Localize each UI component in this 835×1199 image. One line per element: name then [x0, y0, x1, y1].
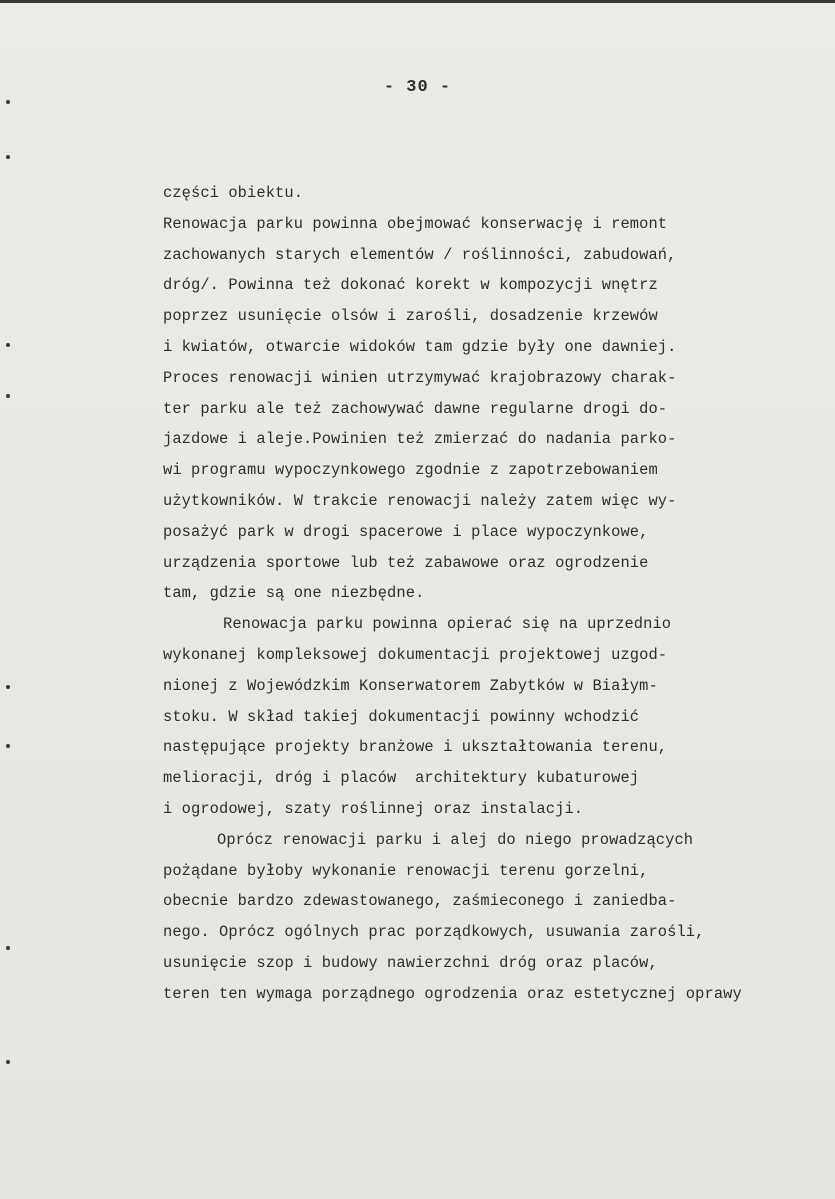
text-line: użytkowników. W trakcie renowacji należy zatem więc wy- — [163, 491, 677, 510]
text-line: następujące projekty branżowe i ukształtowania terenu, — [163, 738, 668, 757]
page-number: - 30 - — [383, 78, 452, 97]
text-line: wykonanej kompleksowej dokumentacji projektowej uzgod- — [163, 645, 668, 664]
margin-dot — [6, 744, 10, 748]
margin-dot — [6, 100, 10, 104]
text-line: ter parku ale też zachowywać dawne regularne drogi do- — [163, 399, 668, 418]
text-line: tam, gdzie są one niezbędne. — [163, 584, 425, 603]
margin-dot — [6, 155, 10, 159]
text-line: pożądane byłoby wykonanie renowacji terenu gorzelni, — [163, 861, 649, 880]
margin-dot — [6, 685, 10, 689]
text-line: i ogrodowej, szaty roślinnej oraz instalacji. — [163, 799, 584, 818]
text-line: poprzez usunięcie olsów i zarośli, dosadzenie krzewów — [163, 307, 658, 326]
text-line: Oprócz renowacji parku i alej do niego prowadzących — [217, 830, 694, 849]
text-line: posażyć park w drogi spacerowe i place wypoczynkowe, — [163, 522, 649, 541]
text-line: teren ten wymaga porządnego ogrodzenia oraz estetycznej oprawy — [163, 984, 742, 1003]
margin-dot — [6, 1060, 10, 1064]
text-line: dróg/. Powinna też dokonać korekt w kompozycji wnętrz — [163, 276, 658, 295]
text-line: Renowacja parku powinna obejmować konserwację i remont — [163, 214, 668, 233]
text-line: Renowacja parku powinna opierać się na uprzednio — [223, 615, 672, 634]
text-line: i kwiatów, otwarcie widoków tam gdzie były one dawniej. — [163, 337, 677, 356]
body-text — [163, 178, 833, 1010]
text-line: stoku. W skład takiej dokumentacji powinny wchodzić — [163, 707, 640, 726]
scan-top-edge — [0, 0, 835, 3]
text-line: urządzenia sportowe lub też zabawowe oraz ogrodzenie — [163, 553, 649, 572]
text-line: melioracji, dróg i placów architektury kubaturowej — [163, 769, 640, 788]
margin-dot — [6, 343, 10, 347]
margin-dot — [6, 394, 10, 398]
text-line: nionej z Wojewódzkim Konserwatorem Zabytków w Białym- — [163, 676, 658, 695]
margin-dot — [6, 946, 10, 950]
text-line: obecnie bardzo zdewastowanego, zaśmieconego i zaniedba- — [163, 892, 677, 911]
text-line: wi programu wypoczynkowego zgodnie z zapotrzebowaniem — [163, 461, 658, 480]
text-line: nego. Oprócz ogólnych prac porządkowych, usuwania zarośli, — [163, 923, 705, 942]
text-line: części obiektu. — [163, 184, 304, 202]
text-line: usunięcie szop i budowy nawierzchni dróg oraz placów, — [163, 953, 658, 972]
text-line: Proces renowacji winien utrzymywać krajobrazowy charak- — [163, 368, 677, 387]
text-line: jazdowe i aleje.Powinien też zmierzać do nadania parko- — [163, 430, 677, 449]
text-line: zachowanych starych elementów / roślinności, zabudowań, — [163, 245, 677, 264]
